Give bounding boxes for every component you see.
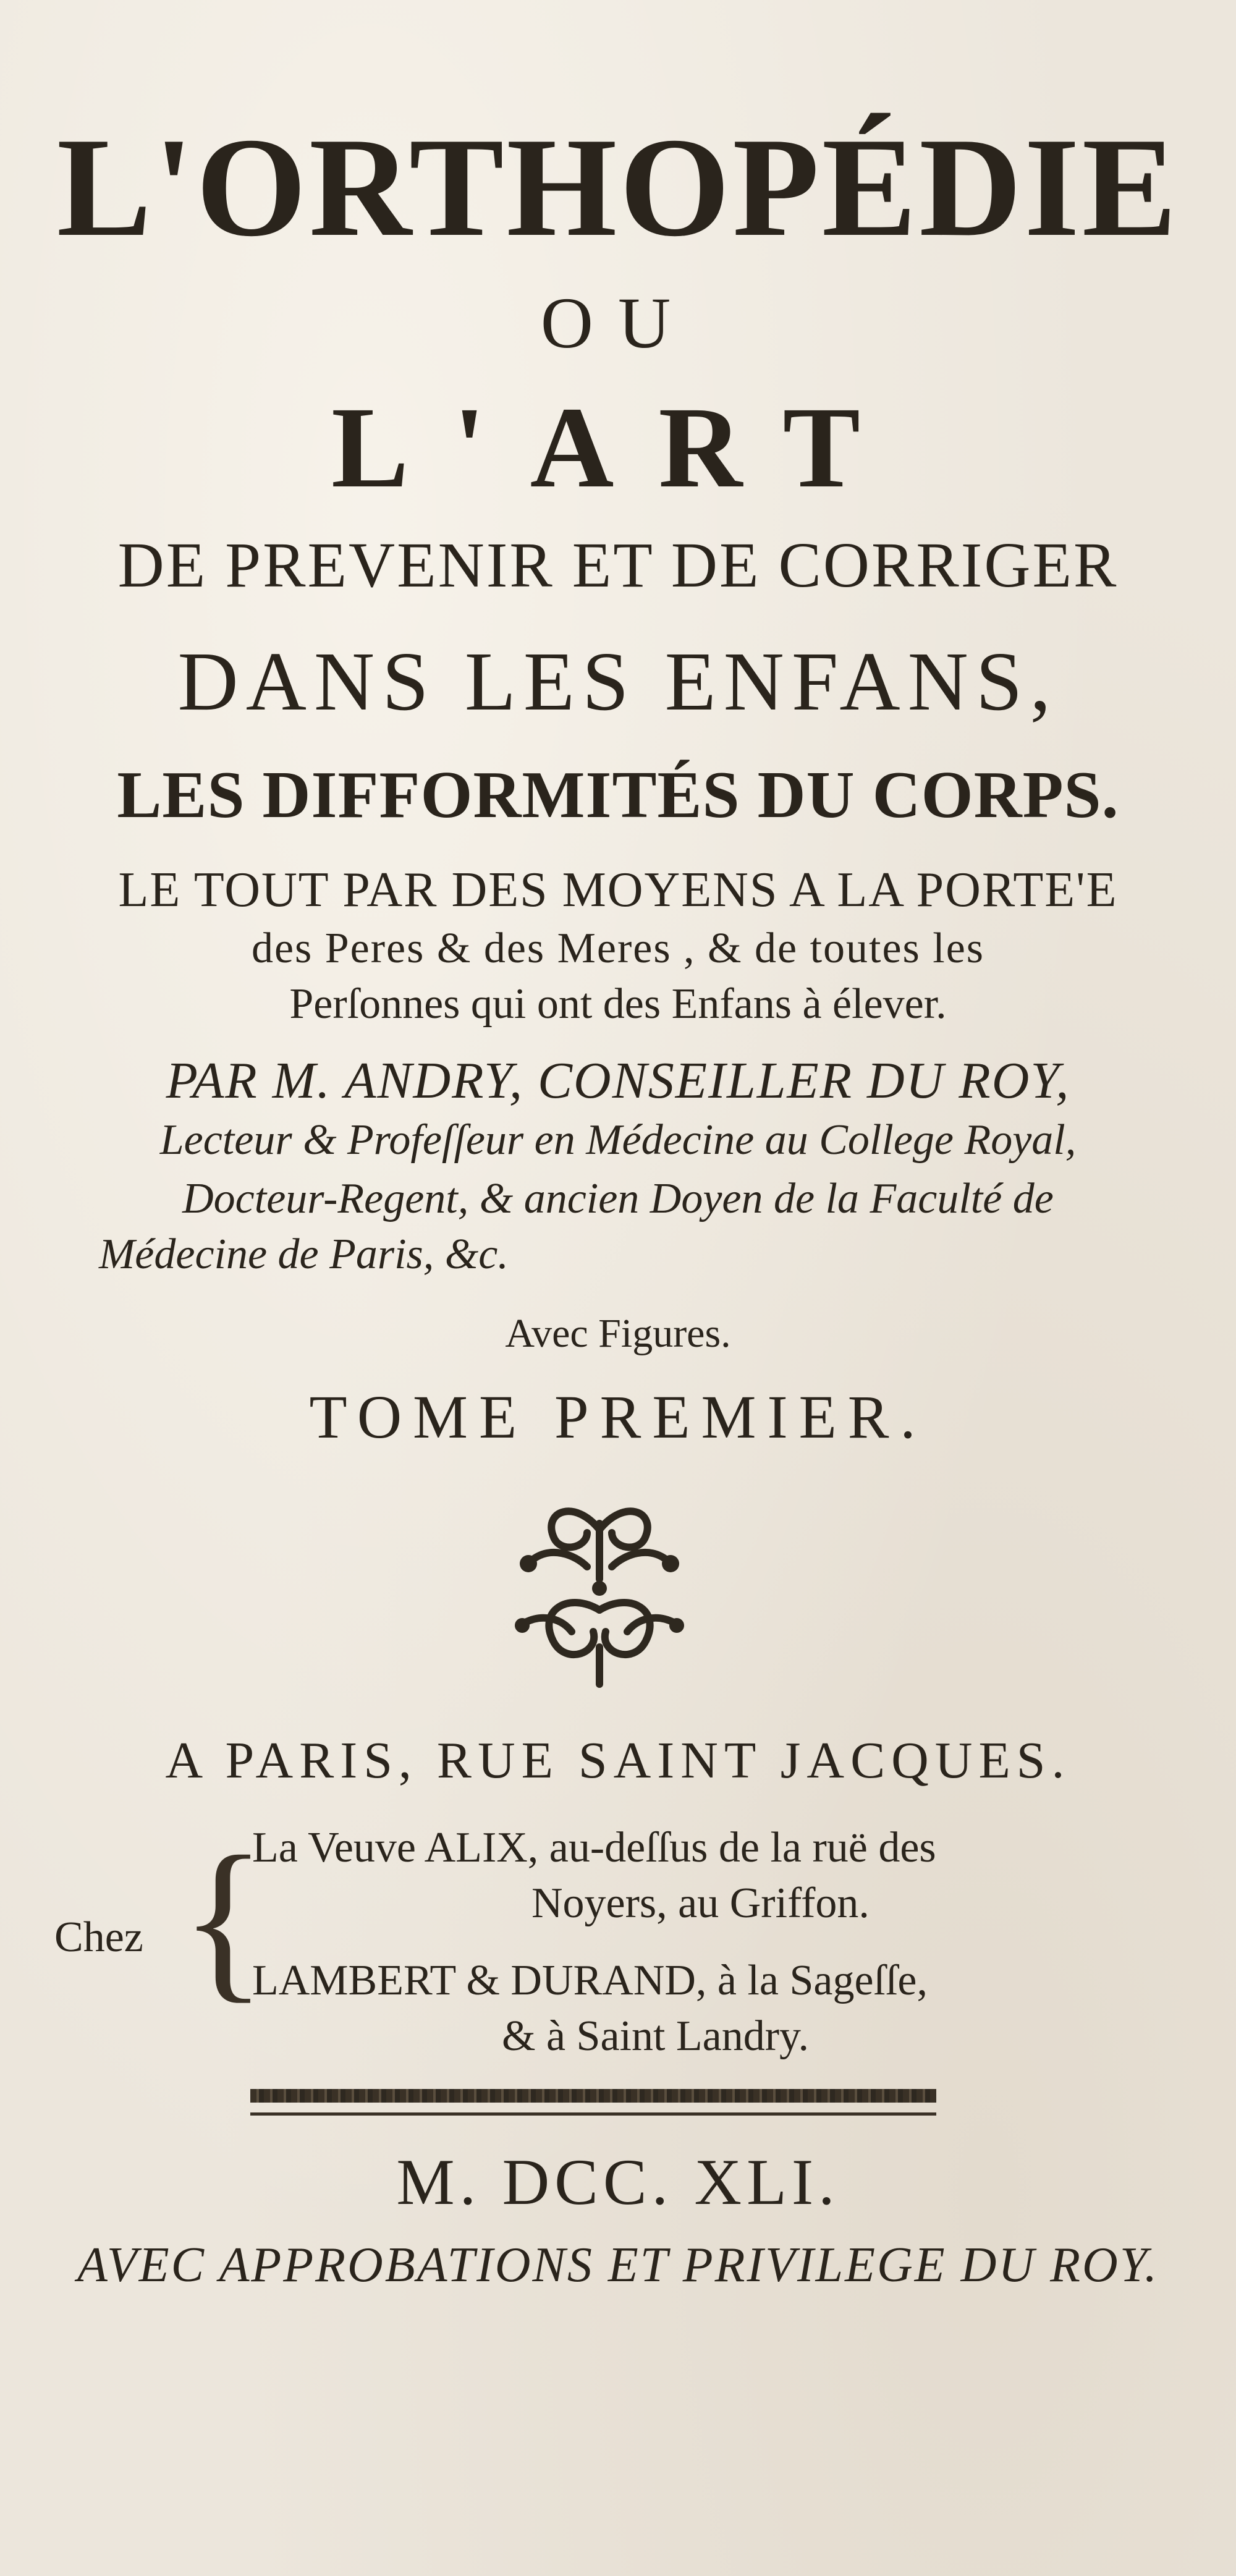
author-line-2: Lecteur & Profeſſeur en Médecine au College Royal, bbox=[159, 1116, 1077, 1164]
author-line-3: Docteur-Regent, & ancien Doyen de la Faculté de bbox=[182, 1175, 1054, 1222]
publisher-address: A PARIS, RUE SAINT JACQUES. bbox=[165, 1732, 1071, 1789]
subtitle-line-3: LES DIFFORMITÉS DU CORPS. bbox=[117, 758, 1119, 832]
printer-1-line-2: Noyers, au Griffon. bbox=[531, 1879, 870, 1927]
printer-1-line-1: La Veuve ALIX, au-deſſus de la ruë des bbox=[252, 1824, 936, 1871]
description-line-3: Perſonnes qui ont des Enfans à élever. bbox=[289, 980, 947, 1028]
printer-2-line-1: LAMBERT & DURAND, à la Sageſſe, bbox=[252, 1957, 928, 2004]
chez-label: Chez bbox=[54, 1913, 143, 1961]
printer-2-line-2: & à Saint Landry. bbox=[502, 2012, 810, 2060]
rule-line bbox=[250, 2112, 936, 2116]
subtitle-art: L'ART bbox=[331, 383, 905, 512]
volume-label: TOME PREMIER. bbox=[309, 1383, 927, 1451]
author-line-1: PAR M. ANDRY, CONSEILLER DU ROY, bbox=[166, 1052, 1070, 1109]
fleuron-ornament-icon bbox=[494, 1486, 705, 1697]
subtitle-line-2: DANS LES ENFANS, bbox=[177, 635, 1059, 728]
decorative-rule bbox=[250, 2089, 936, 2103]
royal-privilege: AVEC APPROBATIONS ET PRIVILEGE DU ROY. bbox=[77, 2238, 1159, 2292]
author-line-4: Médecine de Paris, &c. bbox=[99, 1231, 509, 1278]
subtitle-line-1: DE PREVENIR ET DE CORRIGER bbox=[117, 530, 1119, 601]
brace-icon: { bbox=[180, 1820, 267, 2018]
title-conjunction: OU bbox=[540, 282, 696, 363]
publication-date: M. DCC. XLI. bbox=[396, 2146, 840, 2218]
description-line-2: des Peres & des Meres , & de toutes les bbox=[251, 925, 985, 972]
book-title: L'ORTHOPÉDIE bbox=[56, 108, 1180, 266]
figures-note: Avec Figures. bbox=[505, 1311, 731, 1356]
description-line-1: LE TOUT PAR DES MOYENS A LA PORTE'E bbox=[118, 863, 1118, 917]
